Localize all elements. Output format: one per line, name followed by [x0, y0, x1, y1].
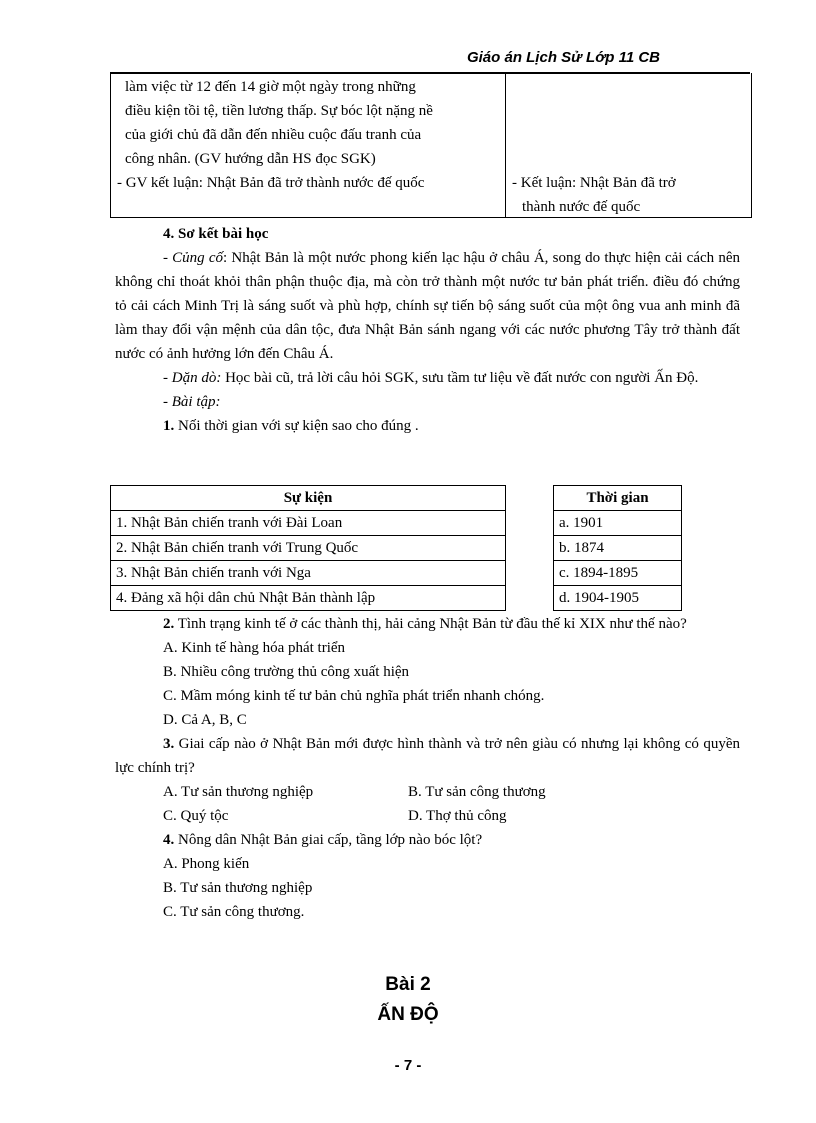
event-row: 4. Đảng xã hội dân chủ Nhật Bản thành lập [111, 586, 506, 611]
q2-option: C. Mầm móng kinh tế tư bản chủ nghĩa phát triển nhanh chóng. [163, 688, 545, 704]
teacher-conclusion: - GV kết luận: Nhật Bản đã trở thành nước đế quốc [117, 175, 425, 191]
times-table [553, 485, 682, 611]
lesson-subtitle: ẤN ĐỘ [377, 1004, 439, 1025]
time-row: c. 1894-1895 [554, 561, 682, 586]
cell-line: điều kiện tồi tệ, tiền lương thấp. Sự bóc lột nặng nề [125, 103, 433, 119]
event-row: 2. Nhật Bản chiến tranh với Trung Quốc [111, 536, 506, 561]
question-1: 1. Nối thời gian với sự kiện sao cho đúng . [163, 418, 419, 434]
question-4: 4. Nông dân Nhật Bản giai cấp, tầng lớp nào bóc lột? [163, 832, 483, 848]
q2-option: B. Nhiều công trường thủ công xuất hiện [163, 664, 410, 680]
events-header: Sự kiện [111, 486, 506, 511]
q3-options-row [115, 804, 740, 828]
lesson-activity-table [110, 73, 752, 218]
consolidation-paragraph: - Củng cố: Nhật Bản là một nước phong kiến lạc hậu ở châu Á, song do thực hiện cải cách nên không chỉ thoát khỏi thân phận thuộc địa, mà còn trở thành một nước tư bản phát triển. điều đó chứng tỏ cải cách Minh Trị là sáng suốt và phù hợp, chính sự tiến bộ sáng suốt của một ông vua anh minh đã làm thay đổi vận mệnh của dân tộc, đưa Nhật Bản sánh ngang với các nước phương Tây trở thành đất nước có ảnh hưởng lớn đến Châu Á. [115, 250, 740, 362]
times-header: Thời gian [554, 486, 682, 511]
q3-option: A. Tư sản thương nghiệp [163, 784, 314, 800]
document-header: Giáo án Lịch Sử Lớp 11 CB [466, 49, 660, 66]
q2-option: A. Kinh tế hàng hóa phát triển [163, 640, 346, 656]
q3-option: B. Tư sản công thương [408, 784, 546, 800]
student-activity-cell [506, 73, 751, 217]
q4-option: B. Tư sản thương nghiệp [163, 880, 313, 896]
teacher-activity-cell [111, 73, 506, 217]
cell-line: công nhân. (GV hướng dẫn HS đọc SGK) [125, 151, 376, 167]
summary-heading: 4. Sơ kết bài học [163, 226, 269, 242]
homework-paragraph: - Dặn dò: Học bài cũ, trả lời câu hỏi SGK, sưu tầm tư liệu về đất nước con người Ấn Độ. [163, 370, 699, 386]
events-table [110, 485, 506, 611]
exercises-label: - Bài tập: [163, 394, 221, 410]
q3-option: C. Quý tộc [163, 808, 229, 824]
question-3: 3. Giai cấp nào ở Nhật Bản mới được hình thành và trở nên giàu có nhưng lại không có quyền lực chính trị? [115, 736, 740, 776]
time-row: d. 1904-1905 [554, 586, 682, 611]
summary-section [115, 222, 740, 438]
time-row: a. 1901 [554, 511, 682, 536]
event-row: 3. Nhật Bản chiến tranh với Nga [111, 561, 506, 586]
q3-options-row [115, 780, 740, 804]
page-number: - 7 - [394, 1057, 422, 1074]
questions-section [115, 612, 740, 924]
question-2: 2. Tình trạng kinh tế ở các thành thị, hải cảng Nhật Bản từ đầu thế kỉ XIX như thế nào? [163, 616, 687, 632]
q3-option: D. Thợ thủ công [408, 808, 507, 824]
lesson-title: Bài 2 [385, 974, 431, 995]
cell-line: làm việc từ 12 đến 14 giờ một ngày trong những [125, 79, 416, 95]
student-conclusion-line1: - Kết luận: Nhật Bản đã trở [512, 175, 676, 191]
q2-option: D. Cả A, B, C [163, 712, 247, 728]
q4-option: C. Tư sản công thương. [163, 904, 305, 920]
cell-line: của giới chủ đã dẫn đến nhiều cuộc đấu tranh của [125, 127, 422, 143]
student-conclusion-line2: thành nước đế quốc [522, 199, 641, 215]
event-row: 1. Nhật Bản chiến tranh với Đài Loan [111, 511, 506, 536]
q4-option: A. Phong kiến [163, 856, 250, 872]
time-row: b. 1874 [554, 536, 682, 561]
